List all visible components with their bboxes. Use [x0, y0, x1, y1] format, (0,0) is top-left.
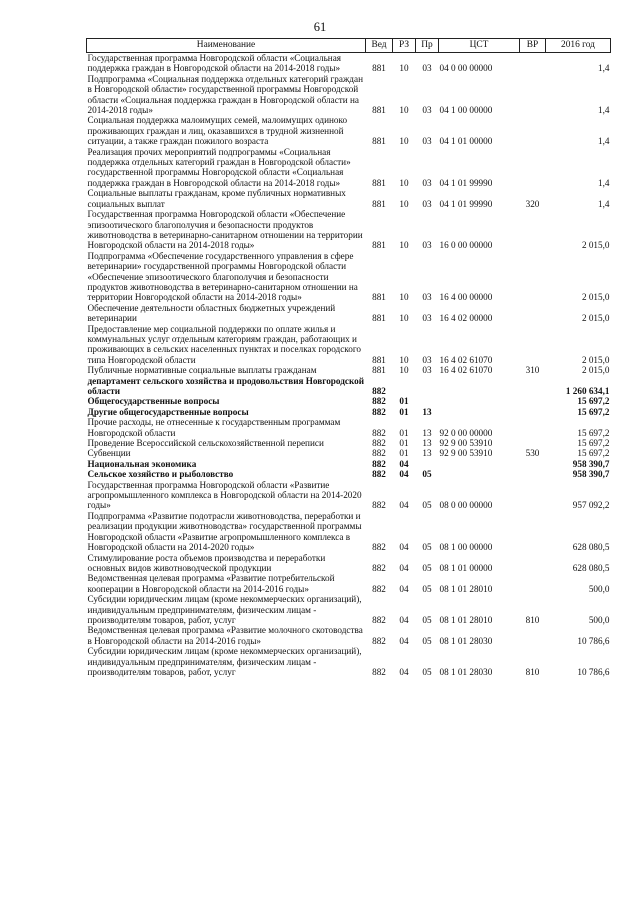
cell-amount: 957 092,2	[572, 500, 610, 511]
cell-rz: 10	[399, 292, 409, 303]
cell-amount: 2 015,0	[581, 240, 610, 251]
cell-rz: 04	[399, 500, 409, 511]
cell-ved: 882	[372, 666, 386, 677]
cell-name: Государственная программа Новгородской области «Обеспечение эпизоотического благополучия и безопасности продуктов животноводства в ветеринарно-санитарном отношении на территории Новгородской области на 2014-2018 годы»	[87, 209, 363, 251]
cell-vr	[520, 147, 546, 189]
cell-name: Реализация прочих мероприятий подпрограммы «Социальная поддержка отдельных категорий граждан в Новгородской области» государственной программы Новгородской области «Социальная поддержка граждан в Новгородской области на 2014-2018 годы»	[87, 146, 351, 188]
header-ved: Вед	[366, 39, 393, 53]
table-row	[87, 459, 611, 469]
cell-ved: 882	[372, 562, 386, 573]
cell-cst	[439, 469, 520, 479]
cell-ved: 882	[372, 438, 386, 449]
table-row	[87, 625, 611, 646]
cell-pr	[416, 376, 439, 397]
cell-cst: 08 1 01 28030	[439, 635, 493, 646]
cell-vr	[520, 511, 546, 553]
cell-amount: 500,0	[588, 614, 610, 625]
cell-name: Публичные нормативные социальные выплаты гражданам	[87, 365, 317, 376]
cell-vr	[520, 553, 546, 574]
cell-vr	[520, 376, 546, 397]
cell-rz: 04	[399, 614, 409, 625]
cell-vr	[520, 209, 546, 251]
cell-cst: 92 0 00 00000	[439, 427, 493, 438]
table-row	[87, 53, 611, 74]
cell-rz: 04	[399, 583, 409, 594]
cell-rz: 10	[399, 313, 409, 324]
cell-ved: 881	[372, 313, 386, 324]
budget-table	[86, 38, 611, 677]
cell-name: Предоставление мер социальной поддержки по оплате жилья и коммунальных услуг отдельным категориям граждан, работающих и проживающих в сельских населенных пунктах и поселках городского типа Новгородской области	[87, 323, 362, 365]
table-row	[87, 209, 611, 251]
cell-amount: 1,4	[598, 177, 610, 188]
cell-vr	[520, 459, 546, 469]
cell-name: Государственная программа Новгородской области «Развитие агропромышленного комплекса в Новгородской области на 2014-2020 годы»	[87, 479, 362, 511]
cell-pr: 03	[422, 292, 432, 303]
cell-pr: 05	[422, 562, 432, 573]
table-row	[87, 553, 611, 574]
cell-name: Подпрограмма «Социальная поддержка отдельных категорий граждан в Новгородской области» государственной программы Новгородской области «Социальная поддержка граждан в Новгородской области на 2014-2018 годы»	[87, 73, 363, 116]
cell-vr	[520, 53, 546, 74]
cell-pr	[416, 459, 439, 469]
header-cst: ЦСТ	[439, 39, 520, 53]
cell-ved: 882	[372, 542, 386, 553]
cell-amount: 500,0	[588, 583, 610, 594]
cell-amount: 15 697,2	[577, 396, 610, 407]
cell-cst: 92 9 00 53910	[439, 448, 493, 459]
cell-cst: 04 0 00 00000	[439, 63, 493, 74]
cell-name: Подпрограмма «Обеспечение государственного управления в сфере ветеринарии» государственной программы Новгородской области «Обеспечение эпизоотического благополучия и безопасности продуктов животноводства в ветеринарно-санитарном отношении на территории Новгородской области на 2014-2018 годы»	[87, 250, 358, 303]
cell-rz: 04	[399, 542, 409, 553]
cell-rz: 01	[399, 427, 409, 438]
cell-cst: 08 1 01 28010	[439, 614, 493, 625]
table-row	[87, 396, 611, 406]
cell-pr: 13	[422, 438, 432, 449]
cell-pr: 05	[422, 635, 432, 646]
cell-cst: 04 1 01 00000	[439, 136, 493, 147]
cell-name: Субсидии юридическим лицам (кроме некоммерческих организаций), индивидуальным предпринимателям, физическим лицам - производителям товаров, работ, услуг	[87, 646, 362, 677]
cell-pr: 03	[422, 354, 432, 365]
table-row	[87, 324, 611, 366]
page-number: 61	[313, 20, 327, 34]
cell-pr: 03	[422, 177, 432, 188]
table-row	[87, 469, 611, 479]
table-row	[87, 303, 611, 324]
table-row	[87, 448, 611, 458]
cell-ved: 881	[372, 354, 386, 365]
cell-ved: 882	[372, 448, 386, 459]
table-row	[87, 188, 611, 209]
cell-rz: 10	[399, 136, 409, 147]
cell-cst: 08 1 01 00000	[439, 562, 493, 573]
cell-cst: 16 4 02 61070	[439, 365, 493, 376]
table-row	[87, 365, 611, 375]
table-row	[87, 251, 611, 303]
cell-cst: 16 4 02 00000	[439, 313, 493, 324]
cell-pr: 05	[422, 500, 432, 511]
table-row	[87, 511, 611, 553]
table-row	[87, 417, 611, 438]
cell-vr	[520, 251, 546, 303]
cell-name: Прочие расходы, не отнесенные к государственным программам Новгородской области	[87, 417, 341, 438]
header-row	[87, 39, 611, 53]
cell-pr: 03	[422, 63, 432, 74]
cell-name: Стимулирование роста объемов производства и переработки основных видов животноводческой продукции	[87, 552, 326, 573]
cell-pr: 03	[422, 105, 432, 116]
cell-vr	[520, 417, 546, 438]
cell-vr: 310	[525, 365, 540, 376]
cell-cst: 92 9 00 53910	[439, 438, 493, 449]
cell-rz	[393, 376, 416, 397]
cell-ved: 882	[372, 458, 386, 469]
cell-ved: 882	[372, 635, 386, 646]
cell-amount: 628 080,5	[572, 562, 610, 573]
cell-pr: 13	[422, 448, 432, 459]
cell-amount: 15 697,2	[577, 406, 610, 417]
cell-pr: 13	[422, 427, 432, 438]
cell-rz: 10	[399, 63, 409, 74]
cell-amount: 958 390,7	[572, 469, 610, 480]
cell-rz: 10	[399, 354, 409, 365]
cell-name: Сельское хозяйство и рыболовство	[87, 469, 234, 480]
cell-amount: 2 015,0	[581, 365, 610, 376]
cell-ved: 881	[372, 105, 386, 116]
cell-ved: 882	[372, 614, 386, 625]
cell-rz: 10	[399, 177, 409, 188]
cell-ved: 882	[372, 500, 386, 511]
cell-pr: 03	[422, 365, 432, 376]
cell-cst: 04 1 01 99990	[439, 198, 493, 209]
cell-rz: 01	[399, 448, 409, 459]
cell-vr: 530	[525, 448, 540, 459]
cell-vr	[520, 625, 546, 646]
cell-cst	[439, 396, 520, 406]
cell-rz: 10	[399, 365, 409, 376]
cell-name: Социальная поддержка малоимущих семей, малоимущих одиноко проживающих граждан и лиц, оказавшихся в трудной жизненной ситуации, а также граждан пожилого возраста	[87, 115, 348, 147]
cell-amount: 10 786,6	[577, 666, 610, 677]
cell-rz: 04	[399, 458, 409, 469]
cell-cst: 04 1 01 99990	[439, 177, 493, 188]
table-row	[87, 594, 611, 625]
cell-vr	[520, 396, 546, 406]
cell-vr	[520, 438, 546, 448]
cell-amount: 1,4	[598, 136, 610, 147]
cell-vr: 810	[525, 666, 540, 677]
cell-amount: 2 015,0	[581, 292, 610, 303]
table-row	[87, 407, 611, 417]
cell-amount: 15 697,2	[577, 448, 610, 459]
table-row	[87, 646, 611, 677]
cell-amount: 958 390,7	[572, 458, 610, 469]
cell-rz: 10	[399, 198, 409, 209]
cell-pr: 05	[422, 614, 432, 625]
cell-pr: 05	[422, 583, 432, 594]
cell-rz: 04	[399, 469, 409, 480]
cell-amount: 15 697,2	[577, 438, 610, 449]
table-row	[87, 147, 611, 189]
cell-name: Проведение Всероссийской сельскохозяйственной переписи	[87, 438, 324, 449]
cell-amount: 1 260 634,1	[565, 386, 610, 396]
cell-vr	[520, 573, 546, 594]
cell-vr	[520, 115, 546, 146]
cell-ved: 881	[372, 365, 386, 376]
cell-name: Обеспечение деятельности областных бюджетных учреждений ветеринарии	[87, 302, 336, 324]
cell-cst	[439, 376, 520, 397]
cell-ved: 882	[372, 386, 386, 396]
cell-cst: 08 1 01 28030	[439, 666, 493, 677]
header-rz: РЗ	[393, 39, 416, 53]
cell-amount: 1,4	[598, 105, 610, 116]
cell-ved: 882	[372, 583, 386, 594]
cell-cst: 04 1 00 00000	[439, 105, 493, 116]
cell-pr: 03	[422, 136, 432, 147]
cell-ved: 882	[372, 406, 386, 417]
cell-ved: 882	[372, 469, 386, 480]
cell-rz: 04	[399, 635, 409, 646]
cell-name: департамент сельского хозяйства и продовольствия Новгородской области	[87, 375, 365, 396]
cell-name: Социальные выплаты гражданам, кроме публичных нормативных социальных выплат	[87, 188, 346, 209]
cell-name: Другие общегосударственные вопросы	[87, 406, 249, 417]
table-row	[87, 74, 611, 116]
cell-vr	[520, 324, 546, 366]
cell-pr: 05	[422, 469, 432, 480]
cell-amount: 15 697,2	[577, 427, 610, 438]
cell-amount: 2 015,0	[581, 354, 610, 365]
cell-vr	[520, 469, 546, 479]
header-amount: 2016 год	[546, 39, 611, 53]
cell-ved: 882	[372, 396, 386, 407]
cell-name: Государственная программа Новгородской области «Социальная поддержка граждан в Новгородской области на 2014-2018 годы»	[87, 53, 342, 74]
cell-amount: 628 080,5	[572, 542, 610, 553]
cell-pr	[416, 396, 439, 406]
cell-vr: 320	[525, 198, 540, 209]
cell-ved: 881	[372, 240, 386, 251]
cell-vr: 810	[525, 614, 540, 625]
cell-vr	[520, 480, 546, 511]
cell-vr	[520, 303, 546, 324]
cell-rz: 01	[399, 438, 409, 449]
cell-name: Ведомственная целевая программа «Развитие молочного скотоводства в Новгородской области на 2014-2016 годы»	[87, 625, 363, 646]
table-row	[87, 376, 611, 397]
cell-ved: 881	[372, 198, 386, 209]
cell-vr	[520, 407, 546, 417]
cell-cst: 16 0 00 00000	[439, 240, 493, 251]
cell-amount: 1,4	[598, 63, 610, 74]
table-row	[87, 438, 611, 448]
table-body	[87, 53, 611, 678]
cell-ved: 881	[372, 136, 386, 147]
cell-rz: 01	[399, 406, 409, 417]
cell-cst	[439, 459, 520, 469]
header-name: Наименование	[87, 39, 366, 53]
cell-name: Подпрограмма «Развитие подотрасли животноводства, переработки и реализации продукции животноводства» государственной программы Новгородской области «Развитие агропромышленного комплекса в Новгородской области на 2014-2020 годы»	[87, 510, 362, 553]
table-row	[87, 573, 611, 594]
cell-pr: 05	[422, 542, 432, 553]
cell-name: Национальная экономика	[87, 458, 197, 469]
cell-pr: 03	[422, 198, 432, 209]
table-row	[87, 115, 611, 146]
cell-name: Субвенции	[87, 448, 131, 459]
cell-amount: 1,4	[598, 198, 610, 209]
cell-pr: 13	[422, 406, 432, 417]
cell-cst: 16 4 00 00000	[439, 292, 493, 303]
cell-rz: 04	[399, 666, 409, 677]
table-row	[87, 480, 611, 511]
cell-pr: 03	[422, 313, 432, 324]
cell-pr: 03	[422, 240, 432, 251]
cell-rz: 10	[399, 240, 409, 251]
cell-rz: 01	[399, 396, 409, 407]
cell-name: Общегосударственные вопросы	[87, 396, 220, 407]
cell-name: Субсидии юридическим лицам (кроме некоммерческих организаций), индивидуальным предпринимателям, физическим лицам - производителям товаров, работ, услуг	[87, 594, 362, 625]
cell-cst: 08 0 00 00000	[439, 500, 493, 511]
cell-rz: 04	[399, 562, 409, 573]
cell-ved: 881	[372, 292, 386, 303]
cell-cst: 16 4 02 61070	[439, 354, 493, 365]
cell-amount: 10 786,6	[577, 635, 610, 646]
cell-name: Ведомственная целевая программа «Развитие потребительской кооперации в Новгородской области на 2014-2016 годы»	[87, 573, 335, 594]
cell-ved: 881	[372, 63, 386, 74]
header-pr: Пр	[416, 39, 439, 53]
cell-ved: 881	[372, 177, 386, 188]
cell-vr	[520, 74, 546, 116]
cell-amount: 2 015,0	[581, 313, 610, 324]
header-vr: ВР	[520, 39, 546, 53]
cell-cst	[439, 407, 520, 417]
cell-cst: 08 1 01 28010	[439, 583, 493, 594]
cell-ved: 882	[372, 427, 386, 438]
cell-pr: 05	[422, 666, 432, 677]
cell-rz: 10	[399, 105, 409, 116]
cell-cst: 08 1 00 00000	[439, 542, 493, 553]
